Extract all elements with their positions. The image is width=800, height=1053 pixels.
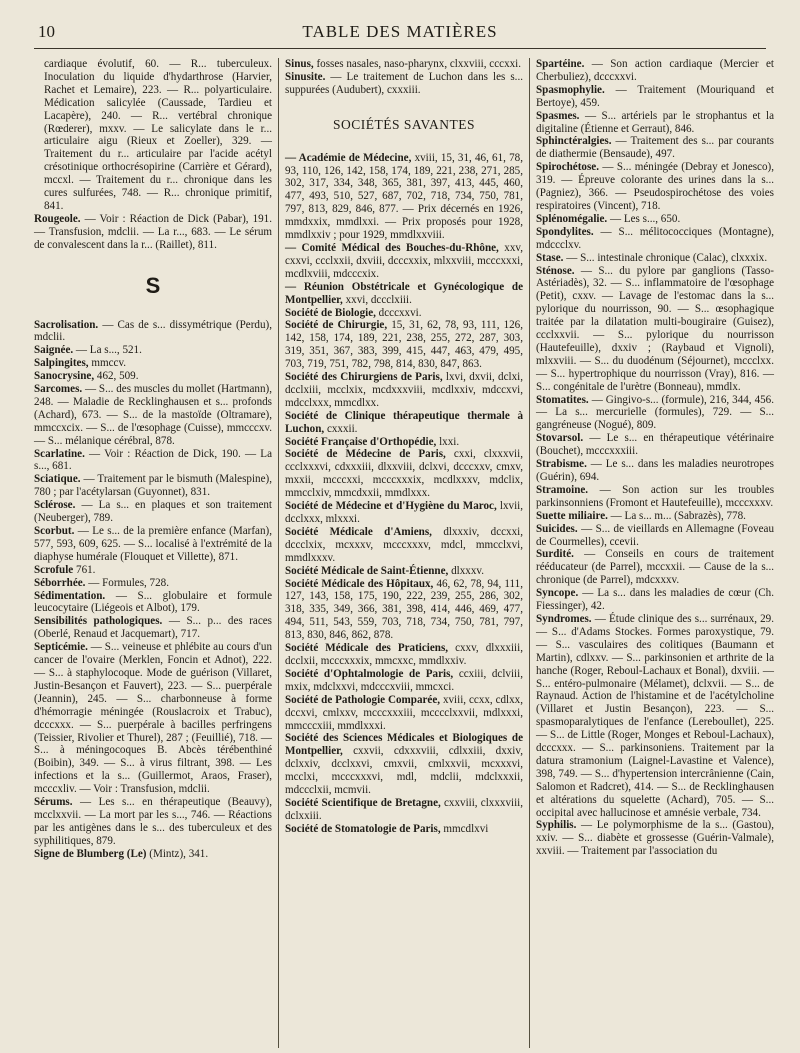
entry-term: Spondylites. (536, 225, 594, 238)
entry-term: Sensibilités pathologiques. (34, 615, 163, 628)
entry-text: dlxxxiv, dccxxi, dccclxix, mcxxxv, mcccxxxv, mdcl, mmcclxvi, mmdlxxxv. (285, 525, 523, 564)
entry-term: Scorbut. (34, 525, 75, 537)
index-entry (34, 319, 272, 345)
entry-text: — S... du pylore par ganglions (Tasso-Astériadès), 32. — S... inflammatoire de l'œsophage (Petit), cxxv. — Lavage de l'estomac dans la s... pylorique du nourrisson, 90. — S... œsophagique traitée par la dilatation multi-bougiraire (Guisez), ccclxxvii. — S... pylorique du nourrisson (Hautefeuille), dxxiv ; (Raybaud et Vignoli), mlxxviii. — S... du duodénum (Séjournet), mccclxx. — S... hypertrophique du nourrisson (Vray), 816. — S... congénitale de l'urètre (Bonneau), mmdlx. (536, 264, 774, 393)
entry-term: — Académie de Médecine, (285, 151, 412, 164)
entry-text: — Voir : Réaction de Dick (Pabar), 191. — Transfusion, mdclii. — La r..., 683. — Le sérum de convalescent dans la r... (Raillet), 811. (34, 212, 273, 251)
entry-term: Syphilis. (536, 819, 577, 832)
entry-term: Société Médicale des Praticiens, (285, 642, 449, 655)
index-entry (34, 370, 272, 383)
index-entry (536, 226, 774, 252)
index-entry (536, 819, 774, 858)
entry-term: Spasmes. (536, 109, 580, 122)
index-entry (536, 587, 774, 613)
entry-text: cxxvii, cdxxxviii, cdlxxiii, dxxiv, dclxxiv, dcclxxvi, cmxvii, cmlxxvii, mcxxxvi, mcclxi, mcccxxxvi, mdl, mdclii, mdclxxxii, mdccclxii, mcmvii. (285, 745, 523, 797)
index-entry (285, 307, 523, 320)
entry-text: — Formules, 728. (88, 576, 169, 589)
column-3 (536, 58, 774, 858)
entry-term: Signe de Blumberg (Le) (34, 847, 147, 860)
index-entry (34, 473, 272, 499)
entry-term: Sinus, (285, 58, 314, 70)
entry-text: — Voir : Réaction de Dick, 190. — La s..., 681. (34, 447, 272, 473)
entry-term: Société Médicale d'Amiens, (285, 525, 432, 538)
entry-text: xviii, 15, 31, 46, 61, 78, 93, 110, 126, 142, 158, 174, 189, 221, 238, 271, 285, 302, 317, 334, 348, 365, 381, 397, 413, 445, 460, 477, 493, 510, 527, 687, 702, 718, 734, 750, 781, 797, 813, 829, 846, 877. — Prix décernés en 1926, mmdxxix, mmdlxxi. — Prix proposés pour 1928, mmdlxxiv ; pour 1929, mmdlxxviii. (285, 151, 523, 242)
entry-term: Société de Pathologie Comparée, (285, 693, 441, 706)
entry-text: cxxv, dlxxxiii, dcclxii, mcccxxxix, mmcxxc, mmdlxxiv. (285, 642, 523, 667)
entry-text: 462, 509. (96, 370, 139, 383)
entry-term: Spartéine. (536, 58, 585, 70)
entry-term: Société d'Ophtalmologie de Paris, (285, 667, 454, 680)
index-entry (536, 484, 774, 510)
entry-text: — S... veineuse et phlébite au cours d'un cancer de l'ovaire (Merklen, Foncin et Adnot), 222. — S... à staphylocoque. Mode de guérison (Villaret, Justin-Besançon et Fauvert), 223. — S... puerpérale (Jeannin), 245. — S... charbonneuse à forme d'hémorragie méningée (Rouslacroix et Trabuc), dcccxxx. — S... puerpérale à bacilles perfringens (Teissier, Rivolier et Thurel), 287 ; (Feuillié), 718. — S... à méningocoques B. Abcès térébenthiné (Boibin), 349. — S... à virus filtrant, 398. — Les infections et la s... (Guillermot, Araos, Fraser), mcccxliv. — Voir : Transfusion, mdclii. (34, 641, 272, 796)
entry-term: Sanocrysine, (34, 370, 95, 383)
entry-text: — Le s... de la première enfance (Marfan), 577, 593, 609, 625. — S... localisé à l'extrémité de la diaphyse humérale (Flouquet et Villette), 871. (34, 525, 272, 563)
entry-text: ccxiii, dclviii, mxix, mdclxxvi, mdcccxviii, mmcxci. (285, 667, 523, 693)
entry-text: — S... globulaire et formule leucocytaire (Liégeois et Albot), 179. (34, 589, 272, 615)
index-entry (34, 577, 272, 590)
column-divider (278, 58, 279, 1048)
entry-term: Saignée. (34, 344, 74, 357)
entry-term: Société des Sciences Médicales et Biologiques de Montpellier, (285, 732, 523, 758)
entry-term: Société de Biologie, (285, 306, 376, 319)
entry-term: Stase. (536, 251, 564, 264)
entry-text: — La s... m... (Sabrazès), 778. (610, 509, 746, 522)
index-entry (34, 357, 272, 370)
index-entry (285, 642, 523, 668)
entry-term: Sarcomes. (34, 383, 83, 396)
index-entry (285, 448, 523, 500)
column-1 (34, 58, 272, 861)
column-2 (285, 58, 523, 836)
index-entry (285, 526, 523, 565)
entry-text: — Conseils en cours de traitement rééducateur (de Parrel), mccxxii. — Cause de la s... chronique (de Parrel), mdcxxxv. (536, 548, 774, 587)
entry-term: Splénomégalie. (536, 212, 608, 225)
index-entry (536, 135, 774, 161)
entry-term: Suicides. (536, 522, 578, 535)
entry-term: Société Française d'Orthopédie, (285, 435, 437, 448)
entry-text: dlxxxv. (451, 564, 484, 577)
index-entry (536, 110, 774, 136)
index-columns (34, 58, 774, 1048)
entry-text: — Gingivo-s... (formule), 216, 344, 456. — La s... mercurielle (formules), 729. — S... gangréneuse (Nogué), 809. (536, 393, 774, 432)
index-entry (285, 242, 523, 281)
entry-term: Société de Clinique thérapeutique thermale à Luchon, (285, 409, 523, 435)
entry-term: Syncope. (536, 587, 579, 600)
entry-term: Strabisme. (536, 458, 587, 471)
entry-term: Sclérose. (34, 499, 76, 512)
entry-term: — Réunion Obstétricale et Gynécologique de Montpellier, (285, 280, 523, 306)
index-entry (536, 161, 774, 213)
index-entry (536, 510, 774, 523)
entry-text: — La s... en plaques et son traitement (Neuberger), 789. (34, 499, 273, 525)
index-entry (536, 523, 774, 549)
index-entry (34, 796, 272, 848)
entry-text: xxvi, dccclxiii. (345, 293, 412, 306)
entry-term: Spasmophylie. (536, 83, 605, 96)
entry-text: — S... de vieillards en Allemagne (Foveau de Courmelles), ccevii. (536, 522, 774, 548)
entry-text: 46, 62, 78, 94, 111, 127, 143, 158, 175, 190, 222, 239, 255, 286, 302, 318, 335, 349, 366, 381, 398, 414, 446, 469, 477, 494, 511, 543, 559, 703, 718, 734, 750, 781, 797, 813, 830, 846, 862, 878. (285, 577, 523, 642)
entry-term: Sphinctéralgies. (536, 135, 612, 148)
entry-text: — S... mélitococciques (Montagne), mdccclxv. (536, 225, 774, 251)
entry-term: Sédimentation. (34, 589, 106, 602)
entry-text: (Mintz), 341. (149, 847, 209, 860)
entry-text: xxv, cxxvi, ccclxxii, dxviii, dcccxxix, mlxxviii, mcccxxxi, mcdlxviii, mdcccxix. (285, 241, 523, 280)
entry-text: dcccxxvi. (378, 306, 422, 319)
entry-text: 761. (76, 563, 96, 576)
index-entry (285, 565, 523, 578)
index-entry (285, 152, 523, 242)
index-entry (34, 564, 272, 577)
index-entry (285, 58, 523, 71)
index-entry (34, 344, 272, 357)
entry-text: — S... méningée (Debray et Jonesco), 319. — Épreuve colorante des urines dans la s... (Pagniez), 366. — Pseudospirochétose des voies respiratoires (Vincent), 718. (536, 161, 775, 212)
entry-text: — Traitement par le bismuth (Malespine), 780 ; par l'acétylarsan (Guyonnet), 831. (34, 473, 272, 499)
index-entry (285, 500, 523, 526)
entry-text: — Son action sur les troubles parkinsonniens (Fromont et Hautefeuille), mcccxxxv. (536, 483, 775, 509)
entry-text: fosses nasales, naso-pharynx, clxxviii, cccxxi. (316, 58, 522, 70)
entry-text: mmcdlxvi (443, 822, 489, 835)
entry-term: Stramoine. (536, 483, 589, 496)
entry-term: Société de Médecine de Paris, (285, 448, 446, 461)
index-entry (285, 436, 523, 449)
entry-term: Syndromes. (536, 612, 592, 625)
entry-term: — Comité Médical des Bouches-du-Rhône, (285, 241, 499, 254)
index-entry (536, 58, 774, 84)
entry-text: cardiaque évolutif, 60. — R... tuberculeux. Inoculation du liquide d'hydarthrose (Harvier, Rachet et Lemaire), 223. — R... polyarticulaire. Médication salicylée (Caussade, Tardieu et Lacapère), 240. — R... vertébral chronique (Rœderer), mxxv. — Le salicylate dans le r... articulaire aigu (Rieux et Zoeller), 329. — Traitement du r... articulaire par l'acide acétyl crésotinique orthocrésopirine (Carrière et Gérard), mccxl. — Traitement du r... chronique dans les cures sulfurées, 748. — R... chronique primitif, 841. (44, 58, 272, 212)
column-divider (529, 58, 530, 1048)
index-entry (536, 252, 774, 265)
index-entry (536, 84, 774, 110)
entry-term: Sinusite. (285, 70, 326, 83)
entry-text: — S... p... des races (Oberlé, Renaud et Jacquemart), 717. (34, 615, 273, 641)
entry-text: cxxi, clxxxvii, ccclxxxvi, cdxxxiii, dlxxviii, dclxvi, dcccxxv, cmxv, mxxii, mcccxxi, mcccxxxix, mcdlxxxv, mdclix, mmcclxiv, mmcdxxii, mmdlxxx. (285, 448, 523, 500)
entry-term: Stovarsol. (536, 432, 584, 445)
entry-term: Surdité. (536, 548, 574, 561)
entry-text: — La s... dans les maladies de cœur (Ch. Fiessinger), 42. (536, 587, 774, 613)
entry-term: Sciatique. (34, 473, 81, 486)
entry-text: — La s..., 521. (75, 344, 142, 357)
page-number: 10 (38, 22, 55, 41)
index-entry (285, 281, 523, 307)
letter-heading: S (145, 272, 161, 298)
entry-text: lxxi. (439, 435, 460, 448)
index-entry (34, 590, 272, 616)
entry-term: Société Médicale des Hôpitaux, (285, 577, 434, 590)
index-entry (285, 694, 523, 733)
index-entry (34, 848, 272, 861)
entry-text: — Les s..., 650. (609, 212, 681, 225)
index-entry (285, 71, 523, 97)
index-entry (536, 613, 774, 820)
entry-term: Stomatites. (536, 393, 589, 406)
entry-term: Septicémie. (34, 641, 88, 654)
entry-text: — Le s... en thérapeutique vétérinaire (Bouchet), mcccxxxiii. (536, 432, 774, 458)
entry-text: lxvi, dxvii, dclxi, dcclxiii, mcclxix, mcdxxxviii, mcdlxxiv, mdccxvi, mdcclxxx, mmcdlxx. (285, 371, 523, 409)
entry-text: — Étude clinique des s... surrénaux, 29. — S... d'Adams Stockes. Formes paroxystique, 79. — S... vasculaires des colitiques (Baumann et Martin), cdlxxv. — S... parkinsonien et arthrite de la hanche (Roger, Reboul-Lachaux et Bonal), dxviii. — S... entéro-pulmonaire (Mélamet), dclxvii. — S... de Raynaud. Action de l'histamine et de l'acétylcholine (Villaret et Justin Besançon), 223. — S... spasmoparalytiques de l'enfance (Lereboullet), 225. — S... de Little (Roger, Monges et Reboul-Lachaux), dcccxxx. — S... parkinsoniens. Traitement par la datura stramonium (Laignel-Lavastine et Valence), 398, 749. — S... d'hypertension intercrânienne (Cain, Salomon et Radcret), 414. — S... de Recklinghausen et altérations du squelette (Achard), 705. — S... occipital avec hallucinose et amnésie verbale, 734. (536, 612, 775, 819)
index-entry (34, 448, 272, 474)
entry-text: cxxxii. (326, 422, 358, 435)
index-entry (285, 732, 523, 797)
index-entry (34, 383, 272, 448)
index-entry (536, 432, 774, 458)
entry-term: Séborrhée. (34, 576, 86, 589)
entry-term: Sacrolisation. (34, 318, 99, 331)
section-heading: SOCIÉTÉS SAVANTES (333, 116, 475, 132)
entry-text: — Traitement (Mouriquand et Bertoye), 459. (536, 83, 774, 109)
index-entry (285, 668, 523, 694)
entry-term: Salpingites, (34, 357, 89, 370)
entry-text: 15, 31, 62, 78, 93, 111, 126, 142, 158, 174, 189, 221, 238, 255, 272, 287, 303, 319, 351, 367, 383, 399, 415, 447, 463, 479, 495, 703, 719, 751, 782, 798, 814, 830, 847, 863. (285, 319, 523, 371)
entry-term: Scrofule (34, 563, 74, 576)
entry-term: Sérums. (34, 796, 73, 809)
index-entry (34, 615, 272, 641)
entry-text: cxxviii, clxxxviii, dclxxiii. (285, 796, 524, 822)
entry-text: xviii, ccxx, cdlxx, dccxvi, cmlxxv, mcccxxxiii, mcccclxxvii, mdlxxxi, mmcccxiii, mmdlxxxi. (285, 693, 523, 732)
entry-term: Société des Chirurgiens de Paris, (285, 371, 443, 384)
index-entry (34, 641, 272, 796)
page-header (34, 20, 766, 49)
index-entry (34, 525, 272, 564)
index-entry (285, 371, 523, 410)
entry-term: Rougeole. (34, 212, 81, 225)
index-entry (285, 319, 523, 371)
index-entry (536, 548, 774, 587)
entry-term: Spirochétose. (536, 161, 599, 174)
index-entry (34, 58, 272, 213)
running-head: TABLE DES MATIÈRES (302, 22, 498, 41)
entry-term: Suette miliaire. (536, 509, 608, 522)
entry-text: — Le traitement de Luchon dans les s... suppurées (Audubert), cxxxiii. (285, 70, 523, 96)
entry-text: — S... artériels par le strophantus et la digitaline (Étienne et Gerraut), 846. (536, 109, 774, 135)
entry-term: Scarlatine. (34, 447, 85, 460)
index-entry (536, 394, 774, 433)
entry-text: mmccv. (91, 357, 127, 370)
index-entry (34, 499, 272, 525)
entry-text: — Traitement des s... par courants de diathermie (Bensaude), 497. (536, 135, 774, 161)
entry-term: Société Scientifique de Bretagne, (285, 796, 441, 809)
entry-term: Société de Stomatologie de Paris, (285, 822, 441, 835)
entry-text: lxvii, dcclxxx, mlxxxi. (285, 500, 524, 525)
entry-text: — S... intestinale chronique (Calac), clxxxix. (566, 251, 768, 264)
entry-text: — S... des muscles du mollet (Hartmann), 248. — Maladie de Recklinghausen et s... profonds (Achard), 673. — S... de la mastoïde (Oltramare), mmccxcix. — S... de l'œsophage (Cuisse), mmcccxv. — S... mélanique cérébral, 878. (34, 383, 272, 447)
index-entry (34, 213, 272, 252)
index-entry (285, 797, 523, 823)
entry-term: Sténose. (536, 264, 575, 277)
index-entry (536, 213, 774, 226)
entry-text: — Les s... en thérapeutique (Beauvy), mcclxxvii. — La mort par les s..., 746. — Réactions par les antigènes dans le s... des tuberculeux et des syphilitiques, 879. (34, 796, 272, 847)
entry-text: — Son action cardiaque (Mercier et Cherbuliez), dcccxxvi. (536, 58, 774, 83)
index-entry (285, 823, 523, 836)
entry-text: — Le s... dans les maladies neurotropes (Guérin), 694. (536, 458, 775, 483)
index-entry (285, 410, 523, 436)
entry-term: Société de Chirurgie, (285, 319, 388, 332)
index-entry (536, 265, 774, 394)
entry-text: — Cas de s... dissymétrique (Perdu), mdclii. (34, 318, 272, 344)
index-entry (285, 578, 523, 643)
entry-text: — Le polymorphisme de la s... (Gastou), xxiv. — S... diabète et grossesse (Guérin-Valmale), xxviii. — Traitement par l'association du (536, 819, 774, 858)
entry-term: Société Médicale de Saint-Étienne, (285, 564, 449, 577)
entry-term: Société de Médecine et d'Hygiène du Maroc, (285, 500, 497, 513)
index-entry (536, 458, 774, 484)
